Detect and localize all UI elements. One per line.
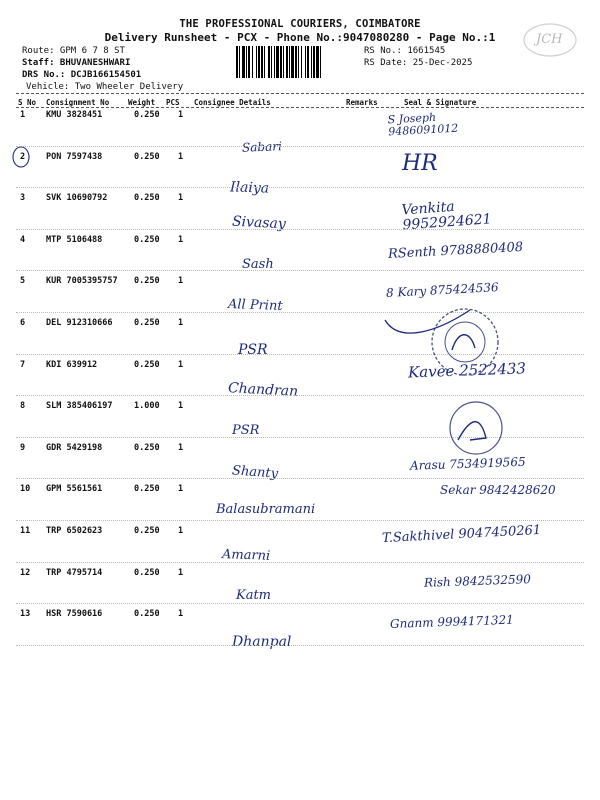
col-pcs-header: PCS bbox=[166, 98, 180, 107]
row-consignment-no: HSR 7590616 bbox=[46, 609, 103, 620]
row-signature-handwritten: Venkita 9952924621 bbox=[401, 199, 493, 235]
row-signature-handwritten: S Joseph 9486091012 bbox=[387, 110, 459, 139]
col-consignee-header: Consignee Details bbox=[194, 98, 271, 107]
row-weight: 0.250 bbox=[134, 318, 160, 328]
row-sno: 5 bbox=[20, 276, 26, 287]
row-consignee-handwritten: Shanty bbox=[231, 463, 279, 482]
company-title: THE PROFESSIONAL COURIERS, COIMBATORE bbox=[179, 18, 421, 30]
row-signature-handwritten: HR bbox=[402, 150, 438, 176]
row-signature-handwritten: Gnanm 9994171321 bbox=[389, 612, 514, 632]
row-consignee-handwritten: Dhanpal bbox=[232, 634, 292, 651]
row-weight: 0.250 bbox=[134, 151, 160, 162]
row-pcs: 1 bbox=[178, 318, 184, 328]
row-consignee-handwritten: Sivasay bbox=[231, 213, 287, 233]
row-signature-handwritten: 8 Kary 875424536 bbox=[385, 280, 499, 301]
row-consignee-handwritten: Sash bbox=[242, 256, 274, 272]
row-signature-handwritten: Rish 9842532590 bbox=[423, 571, 532, 590]
drs-number: DRS No.: DCJB166154501 bbox=[22, 70, 142, 80]
company-seal-1 bbox=[432, 309, 498, 375]
row-sno: 13 bbox=[20, 609, 31, 620]
row-2-circle-mark bbox=[13, 147, 29, 167]
row-consignment-no: SLM 385406197 bbox=[46, 401, 113, 412]
row-sno: 7 bbox=[20, 359, 26, 370]
col-weight-header: Weight bbox=[128, 98, 156, 107]
row-consignee-handwritten: Chandran bbox=[227, 379, 299, 400]
row-consignee-handwritten: Katm bbox=[236, 587, 272, 603]
row-sno: 9 bbox=[20, 442, 26, 453]
row-sno: 4 bbox=[20, 234, 26, 245]
row-pcs: 1 bbox=[178, 609, 184, 620]
row-pcs: 1 bbox=[178, 526, 184, 536]
row-signature-handwritten: Sekar 9842428620 bbox=[440, 483, 556, 498]
row-consignment-no: KUR 7005395757 bbox=[46, 276, 118, 287]
row-sno: 6 bbox=[20, 318, 26, 328]
row-sno: 10 bbox=[20, 484, 31, 495]
runsheet-subtitle: Delivery Runsheet - PCX - Phone No.:9047080280 - Page No.:1 bbox=[104, 31, 496, 44]
row-pcs: 1 bbox=[178, 193, 184, 204]
row-weight: 0.250 bbox=[134, 526, 160, 536]
col-signature-header: Seal & Signature bbox=[404, 98, 477, 107]
company-seal-2 bbox=[450, 402, 502, 454]
row-pcs: 1 bbox=[178, 151, 184, 162]
row-consignee-handwritten: PSR bbox=[238, 342, 268, 358]
row-consignee-handwritten: Sabari bbox=[241, 139, 283, 155]
row-pcs: 1 bbox=[178, 567, 184, 578]
row-pcs: 1 bbox=[178, 442, 184, 453]
row-pcs: 1 bbox=[178, 484, 184, 495]
row-sno: 12 bbox=[20, 567, 31, 578]
col-sno-header: S No bbox=[18, 98, 37, 107]
row-weight: 0.250 bbox=[134, 359, 160, 370]
row-sno: 3 bbox=[20, 193, 26, 204]
row-sno: 11 bbox=[20, 526, 31, 536]
row-sno: 8 bbox=[20, 401, 26, 412]
row-weight: 0.250 bbox=[134, 193, 160, 204]
col-consignment-header: Consignment No bbox=[46, 98, 110, 107]
row-consignment-no: TRP 4795714 bbox=[46, 567, 103, 578]
row-consignment-no: MTP 5106488 bbox=[46, 234, 103, 245]
row-signature-handwritten: Kavee 2522433 bbox=[407, 358, 527, 382]
row-consignment-no: DEL 912310666 bbox=[46, 318, 113, 328]
vehicle-label: Vehicle: Two Wheeler Delivery bbox=[26, 82, 184, 92]
row-consignment-no: TRP 6502623 bbox=[46, 526, 103, 536]
row-consignment-no: KMU 3828451 bbox=[46, 110, 103, 120]
row-weight: 1.000 bbox=[134, 401, 160, 412]
row-consignee-handwritten: PSR bbox=[232, 423, 260, 439]
row-sno: 2 bbox=[20, 151, 26, 162]
row-signature-handwritten: Arasu 7534919565 bbox=[409, 454, 526, 473]
row-weight: 0.250 bbox=[134, 234, 160, 245]
row-consignee-handwritten: Amarni bbox=[221, 547, 271, 564]
row-weight: 0.250 bbox=[134, 110, 160, 120]
row-consignment-no: KDI 639912 bbox=[46, 359, 98, 370]
row-consignee-handwritten: All Print bbox=[227, 297, 283, 315]
row-consignee-handwritten: Ilaiya bbox=[229, 178, 270, 197]
row-weight: 0.250 bbox=[134, 567, 160, 578]
row-consignment-no: PON 7597438 bbox=[46, 151, 103, 162]
row-sno: 1 bbox=[20, 110, 26, 120]
row-weight: 0.250 bbox=[134, 609, 160, 620]
staff-label: Staff: BHUVANESHWARI bbox=[22, 58, 131, 68]
row-weight: 0.250 bbox=[134, 442, 160, 453]
row-consignment-no: SVK 10690792 bbox=[46, 193, 108, 204]
row-pcs: 1 bbox=[178, 110, 184, 120]
row-signature-handwritten: T.Sakthivel 9047450261 bbox=[381, 522, 542, 547]
rs-date: RS Date: 25-Dec-2025 bbox=[364, 58, 473, 68]
row-pcs: 1 bbox=[178, 234, 184, 245]
row-consignment-no: GPM 5561561 bbox=[46, 484, 103, 495]
rs-number: RS No.: 1661545 bbox=[364, 46, 446, 56]
row-weight: 0.250 bbox=[134, 484, 160, 495]
row-pcs: 1 bbox=[178, 401, 184, 412]
row-consignee-handwritten: Balasubramani bbox=[216, 502, 316, 518]
col-remarks-header: Remarks bbox=[346, 98, 378, 107]
row-signature-handwritten: RSenth 9788880408 bbox=[387, 239, 524, 262]
row-pcs: 1 bbox=[178, 276, 184, 287]
row-consignment-no: GDR 5429198 bbox=[46, 442, 103, 453]
signature-swash-5 bbox=[385, 310, 470, 333]
row-pcs: 1 bbox=[178, 359, 184, 370]
stamp-text: JCH bbox=[536, 32, 563, 47]
route-label: Route: GPM 6 7 8 ST bbox=[22, 46, 125, 56]
row-weight: 0.250 bbox=[134, 276, 160, 287]
